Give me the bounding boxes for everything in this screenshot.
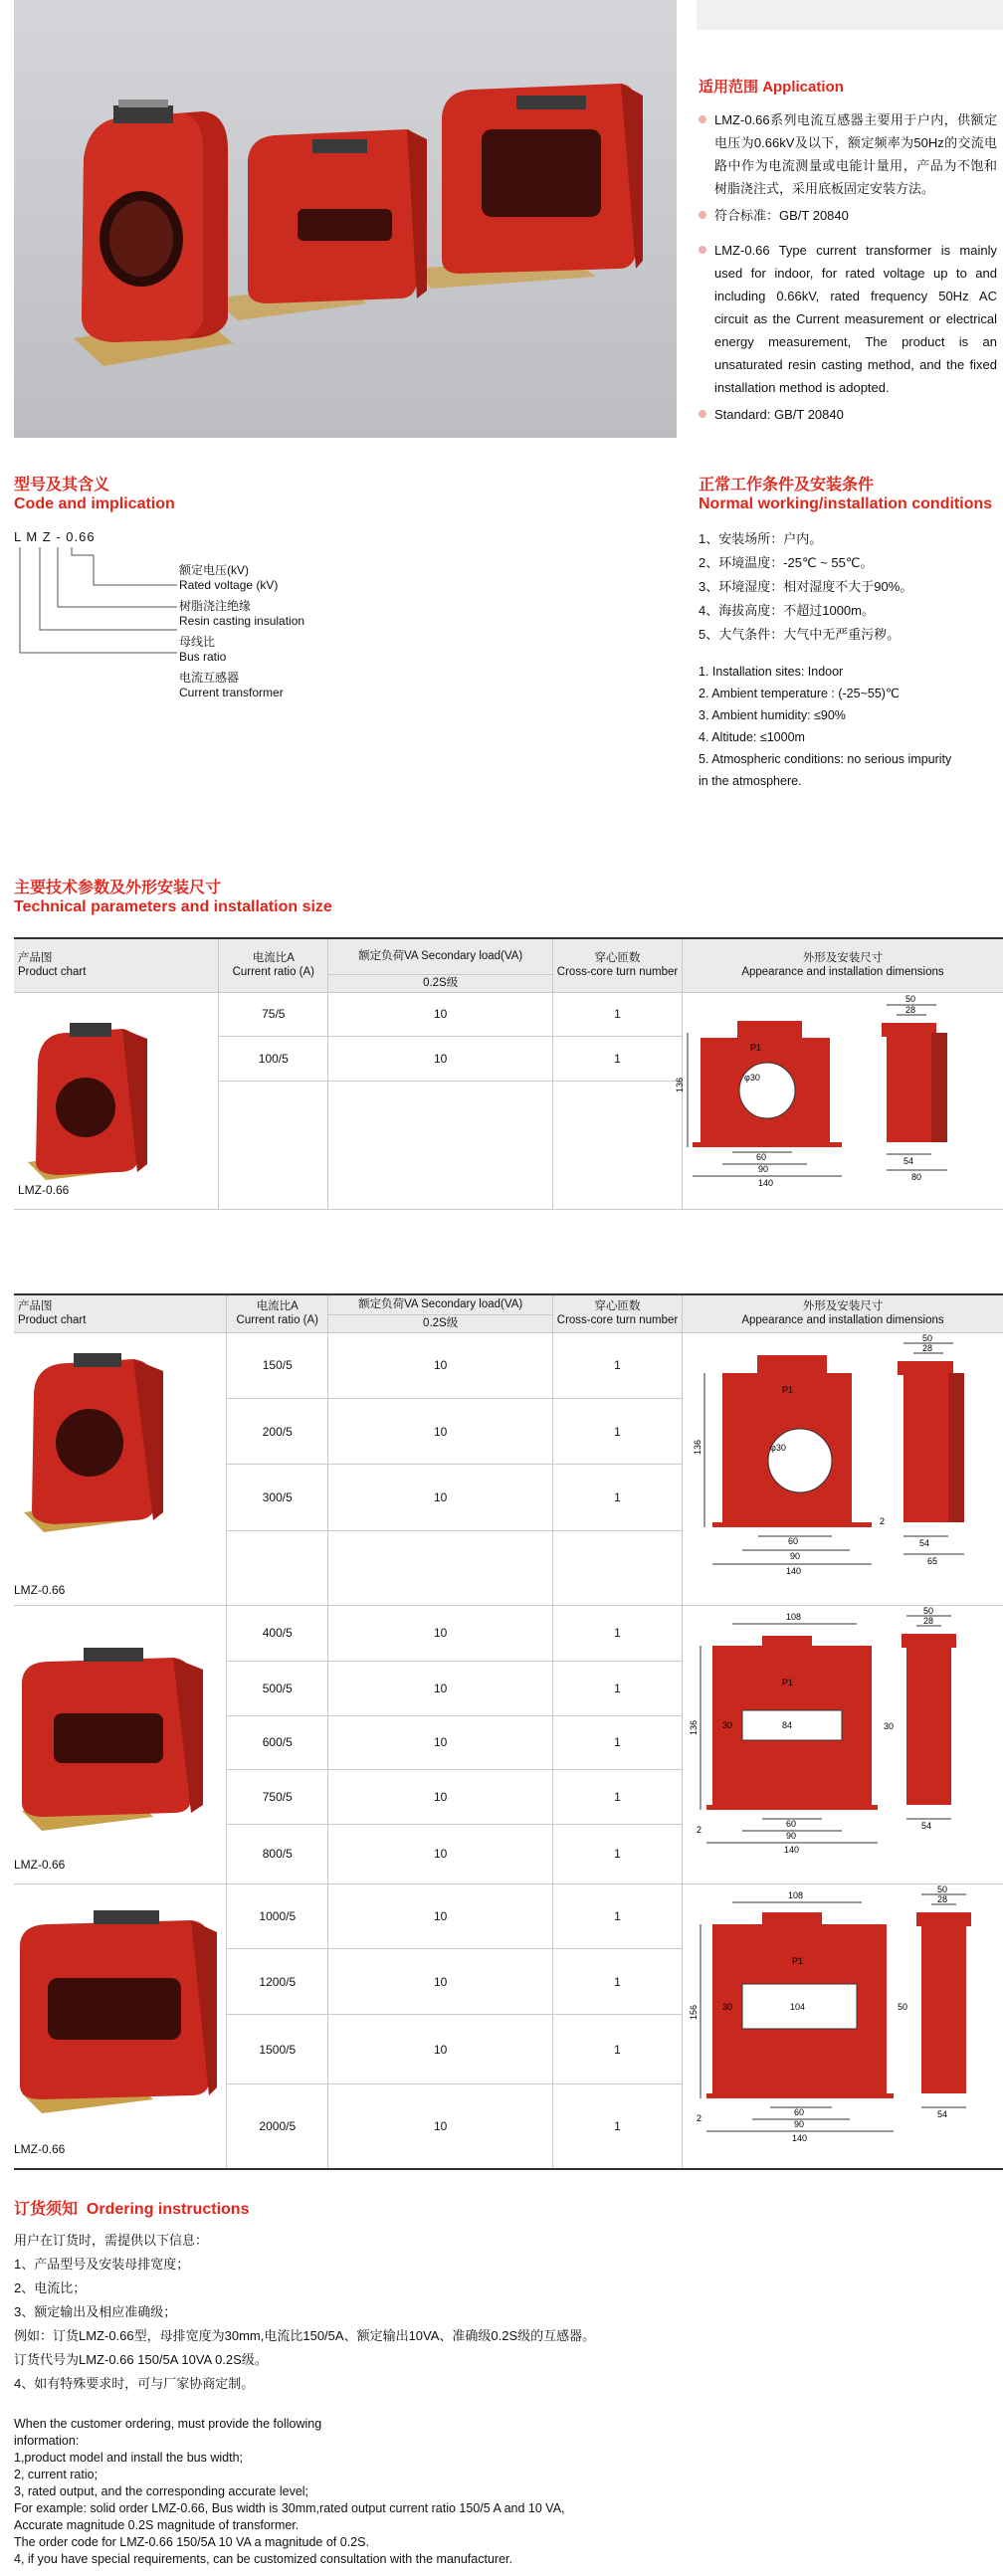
load-cell: 10 xyxy=(328,1465,553,1530)
svg-text:54: 54 xyxy=(920,1820,931,1831)
load-cell: 10 xyxy=(328,1605,553,1662)
turns-cell: 1 xyxy=(553,1715,683,1770)
turns-cell: 1 xyxy=(553,1770,683,1825)
application-item: 符合标准：GB/T 20840 xyxy=(699,204,997,227)
tech-section-title: 主要技术参数及外形安装尺寸 Technical parameters and installation size xyxy=(14,880,332,915)
svg-text:P1: P1 xyxy=(791,1955,803,1966)
svg-text:136: 136 xyxy=(692,1439,702,1455)
code-entry: 额定电压(kV) Rated voltage (kV) xyxy=(179,563,279,592)
svg-text:2: 2 xyxy=(696,2112,702,2123)
svg-text:30: 30 xyxy=(883,1720,894,1731)
application-item: LMZ-0.66系列电流互感器主要用于户内，供额定电压为0.66kV及以下，额定频率为50Hz的交流电路中作为电流测量或电能计量用，产品为不饱和树脂浇注式，采用底板固定安装方法。 xyxy=(699,108,997,200)
svg-text:28: 28 xyxy=(936,1893,947,1904)
load-cell: 10 xyxy=(328,1883,553,1949)
ratio-cell: 150/5 xyxy=(227,1332,328,1398)
svg-text:65: 65 xyxy=(926,1555,937,1566)
svg-text:108: 108 xyxy=(787,1889,803,1900)
ratio-cell: 100/5 xyxy=(219,1037,328,1082)
load-cell: 10 xyxy=(328,1398,553,1464)
svg-text:50: 50 xyxy=(897,2001,907,2012)
hero-transformers-illustration xyxy=(14,0,677,438)
svg-text:28: 28 xyxy=(904,1004,915,1015)
product-round-ct-image xyxy=(18,1013,217,1202)
spec-table-1 xyxy=(14,937,1003,1210)
turns-cell: 1 xyxy=(553,2015,683,2084)
application-section xyxy=(699,78,997,426)
ratio-cell: 75/5 xyxy=(219,992,328,1037)
header-dims: 外形及安装尺寸 Appearance and installation dimensions xyxy=(682,1294,1003,1332)
ratio-cell: 2000/5 xyxy=(227,2084,328,2169)
svg-text:136: 136 xyxy=(688,1719,699,1735)
turns-cell: 1 xyxy=(553,1883,683,1949)
dimension-drawing-round-2 xyxy=(683,1333,1003,1602)
svg-text:140: 140 xyxy=(785,1565,801,1576)
dimension-drawing-window-50 xyxy=(683,1884,1003,2165)
svg-text:50: 50 xyxy=(936,1883,947,1894)
product-model-label: LMZ-0.66 xyxy=(14,1857,66,1872)
product-cell xyxy=(14,1883,227,2169)
product-cell xyxy=(14,1332,227,1605)
application-item: LMZ-0.66 Type current transformer is mainly used for indoor, for rated voltage up to and including 0.66kV, rated frequency 50Hz AC circuit as the Current measurement or electrical energy measurement, The product is an unsaturated resin casting method, and the fixed installation method is adopted. xyxy=(699,239,997,399)
code-title-en: Code and implication xyxy=(14,495,175,512)
header-load: 额定负荷VA Secondary load(VA) xyxy=(328,1294,553,1314)
application-title: 适用范围 Application xyxy=(699,79,844,96)
svg-text:50: 50 xyxy=(921,1332,932,1343)
turns-cell: 1 xyxy=(553,1037,683,1082)
svg-text:80: 80 xyxy=(910,1171,921,1182)
product-model-label: LMZ-0.66 xyxy=(18,1182,70,1197)
svg-text:140: 140 xyxy=(757,1177,774,1188)
svg-text:30: 30 xyxy=(721,2001,732,2012)
product-cell xyxy=(14,1605,227,1883)
product-model-label: LMZ-0.66 xyxy=(14,1582,66,1597)
svg-text:90: 90 xyxy=(785,1830,796,1841)
svg-text:84: 84 xyxy=(781,1719,792,1730)
turns-cell: 1 xyxy=(553,1949,683,2015)
ratio-cell: 1500/5 xyxy=(227,2015,328,2084)
svg-text:60: 60 xyxy=(755,1151,766,1162)
svg-text:90: 90 xyxy=(757,1163,768,1174)
header-dims: 外形及安装尺寸 Appearance and installation dimensions xyxy=(682,938,1003,992)
svg-text:54: 54 xyxy=(936,2108,947,2119)
svg-text:P1: P1 xyxy=(781,1384,793,1395)
turns-cell: 1 xyxy=(553,1398,683,1464)
header-class: 0.2S级 xyxy=(328,974,553,992)
model-code: L M Z - 0.66 xyxy=(14,529,96,544)
conditions-section xyxy=(699,476,1003,792)
conditions-title-cn: 正常工作条件及安装条件 xyxy=(699,477,875,494)
svg-text:140: 140 xyxy=(791,2132,807,2143)
ratio-cell: 300/5 xyxy=(227,1465,328,1530)
code-title-cn: 型号及其含义 xyxy=(14,477,110,494)
code-entry: 母线比 Bus ratio xyxy=(179,635,227,664)
header-ratio: 电流比A Current ratio (A) xyxy=(219,938,328,992)
ratio-cell: 600/5 xyxy=(227,1715,328,1770)
ratio-cell: 800/5 xyxy=(227,1824,328,1883)
header-ratio: 电流比A Current ratio (A) xyxy=(227,1294,328,1332)
dimension-drawing-cell xyxy=(682,1605,1003,1883)
svg-text:104: 104 xyxy=(789,2001,805,2012)
dimension-drawing-cell xyxy=(682,1332,1003,1605)
svg-text:28: 28 xyxy=(921,1342,932,1353)
load-cell: 10 xyxy=(328,1770,553,1825)
header-turns: 穿心匝数 Cross-core turn number xyxy=(553,1294,683,1332)
product-large-window-ct-image xyxy=(14,1894,223,2133)
load-cell: 10 xyxy=(328,1037,553,1082)
svg-text:28: 28 xyxy=(922,1615,933,1626)
svg-text:140: 140 xyxy=(783,1844,799,1855)
svg-text:30: 30 xyxy=(721,1719,732,1730)
svg-text:90: 90 xyxy=(789,1550,800,1561)
header-class: 0.2S级 xyxy=(328,1314,553,1332)
conditions-en-list: 1. Installation sites: Indoor 2. Ambient temperature : (-25~55)℃ 3. Ambient humidity: ≤90% 4. Altitude: ≤1000m 5. Atmospheric conditions: no serious impurity in the atmosphere. xyxy=(699,665,952,788)
code-section xyxy=(14,476,432,699)
svg-text:φ30: φ30 xyxy=(743,1072,760,1083)
spec-table-2 xyxy=(14,1293,1003,2170)
turns-cell: 1 xyxy=(553,1824,683,1883)
code-entry: 树脂浇注绝缘 Resin casting insulation xyxy=(179,599,305,628)
svg-text:60: 60 xyxy=(785,1818,796,1829)
top-grey-bar xyxy=(697,0,1003,30)
conditions-title-en: Normal working/installation conditions xyxy=(699,495,993,512)
product-window-ct-image xyxy=(14,1622,223,1851)
header-product: 产品图 Product chart xyxy=(14,938,219,992)
code-connector-lines xyxy=(14,545,193,675)
svg-text:60: 60 xyxy=(793,2106,804,2117)
product-cell xyxy=(14,992,219,1209)
load-cell: 10 xyxy=(328,1824,553,1883)
svg-text:108: 108 xyxy=(785,1611,801,1622)
ordering-title: 订货须知 Ordering instructions xyxy=(14,2201,250,2218)
turns-cell: 1 xyxy=(553,1662,683,1716)
hero-product-photo xyxy=(14,0,677,438)
turns-cell: 1 xyxy=(553,992,683,1037)
ratio-cell: 1200/5 xyxy=(227,1949,328,2015)
application-item: Standard: GB/T 20840 xyxy=(699,403,997,426)
svg-text:2: 2 xyxy=(879,1515,885,1526)
header-load: 额定负荷VA Secondary load(VA) xyxy=(328,938,553,974)
load-cell: 10 xyxy=(328,992,553,1037)
svg-text:136: 136 xyxy=(674,1077,685,1092)
ratio-cell: 750/5 xyxy=(227,1770,328,1825)
svg-text:2: 2 xyxy=(696,1824,702,1835)
load-cell: 10 xyxy=(328,2084,553,2169)
ratio-cell: 500/5 xyxy=(227,1662,328,1716)
ratio-cell: 200/5 xyxy=(227,1398,328,1464)
ordering-section: 订货须知 Ordering instructions 用户在订货时，需提供以下信息： 1、产品型号及安装母排宽度； 2、电流比； 3、额定输出及相应准确级； 例如：订货LMZ-0.66型，母排宽度为30mm,电流比150/5A、额定输出10VA、准确级0.2S级的互感器。 订货代号为LMZ-0.66 150/5A 10VA 0.2S级。 4、如有特殊要求时，可与厂家协商定制。 When the customer ordering, must provide the following information: 1,product model and install the bus width; 2, current ratio; 3, rated output, and the corresponding accurate level; For example: solid order LMZ-0.66, Bus width is 30mm,rated output current ratio 150/5 A and 10 VA, Accurate magnitude 0.2S magnitude of transformer. The order code for LMZ-0.66 150/5A 10 VA a magnitude of 0.2S. 4, if you have special requirements, can be customized consultation with the manufacturer. xyxy=(14,2200,999,2568)
dimension-drawing-round xyxy=(674,993,1003,1206)
load-cell: 10 xyxy=(328,1332,553,1398)
svg-text:60: 60 xyxy=(787,1535,798,1546)
product-round-ct-image xyxy=(14,1343,213,1552)
dimension-drawing-cell xyxy=(674,992,1003,1209)
header-turns: 穿心匝数 Cross-core turn number xyxy=(553,938,683,992)
svg-text:90: 90 xyxy=(793,2118,804,2129)
header-product: 产品图 Product chart xyxy=(14,1294,227,1332)
turns-cell: 1 xyxy=(553,2084,683,2169)
load-cell: 10 xyxy=(328,1662,553,1716)
conditions-cn-list: 1、安装场所：户内。 2、环境温度：-25℃ ~ 55℃。 3、环境湿度：相对湿度不大于90%。 4、海拔高度：不超过1000m。 5、大气条件：大气中无严重污秽。 xyxy=(699,531,913,642)
svg-text:P1: P1 xyxy=(781,1677,793,1687)
turns-cell: 1 xyxy=(553,1465,683,1530)
svg-text:156: 156 xyxy=(688,2004,699,2020)
dimension-drawing-window-30 xyxy=(683,1606,1003,1881)
ratio-cell: 400/5 xyxy=(227,1605,328,1662)
svg-text:50: 50 xyxy=(904,993,915,1004)
svg-text:P1: P1 xyxy=(749,1042,761,1053)
ratio-cell: 1000/5 xyxy=(227,1883,328,1949)
load-cell: 10 xyxy=(328,2015,553,2084)
dimension-drawing-cell xyxy=(682,1883,1003,2169)
svg-text:φ30: φ30 xyxy=(769,1442,786,1453)
svg-text:54: 54 xyxy=(918,1537,929,1548)
turns-cell: 1 xyxy=(553,1605,683,1662)
load-cell: 10 xyxy=(328,1715,553,1770)
svg-text:50: 50 xyxy=(922,1605,933,1616)
product-model-label: LMZ-0.66 xyxy=(14,2141,66,2156)
load-cell: 10 xyxy=(328,1949,553,2015)
svg-text:54: 54 xyxy=(903,1155,913,1166)
turns-cell: 1 xyxy=(553,1332,683,1398)
code-entry: 电流互感器 Current transformer xyxy=(179,671,284,699)
